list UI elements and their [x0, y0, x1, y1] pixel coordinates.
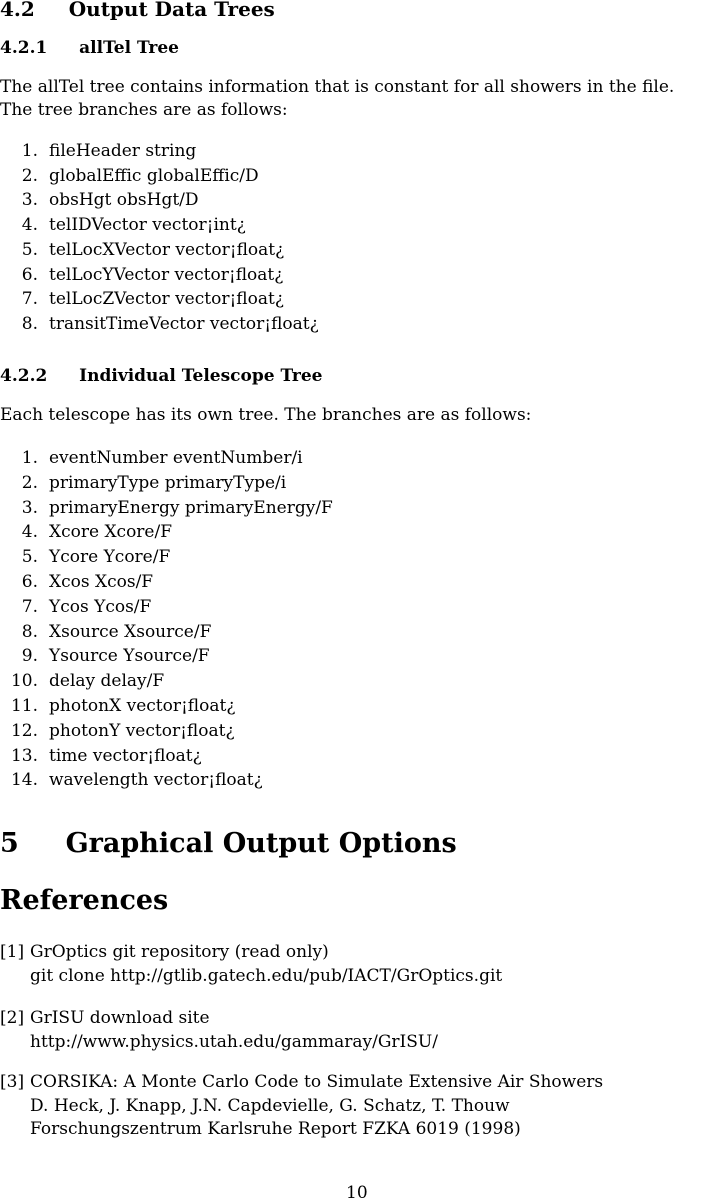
section-title: Output Data Trees — [68, 0, 275, 21]
list-item — [0, 520, 172, 545]
list-item-text: telLocXVector vector¡float¿ — [49, 239, 285, 260]
subsection-number: 4.2.1 — [0, 38, 48, 58]
paragraph-line: The allTel tree contains information that is constant for all showers in the file. — [0, 77, 675, 97]
list-item-text: fileHeader string — [49, 141, 197, 161]
section-title: Graphical Output Options — [65, 828, 457, 859]
subsection-title: allTel Tree — [79, 38, 179, 58]
list-item — [0, 669, 164, 694]
subsection-number: 4.2.2 — [0, 366, 48, 386]
list-item-text: Xcore Xcore/F — [49, 522, 173, 543]
reference-label: [3] — [0, 1072, 25, 1092]
list-item — [0, 287, 284, 312]
reference-entry — [0, 1070, 603, 1095]
list-item-number: 3. — [21, 190, 38, 211]
list-item-number: 4. — [21, 215, 38, 236]
paragraph-line: Each telescope has its own tree. The branches are as follows: — [0, 405, 532, 425]
references-heading: References — [0, 885, 169, 916]
list-item — [0, 238, 284, 263]
list-item — [0, 620, 211, 645]
list-item-text: primaryEnergy primaryEnergy/F — [49, 497, 333, 518]
list-item-text: telIDVector vector¡int¿ — [49, 215, 246, 236]
list-item-number: 13. — [10, 745, 38, 766]
list-item-text: Ysource Ysource/F — [49, 646, 210, 667]
list-item-text: primaryType primaryType/i — [49, 472, 287, 493]
list-item-number: 5. — [21, 547, 38, 568]
list-item-number: 3. — [21, 497, 38, 518]
reference-text: git clone http://gtlib.gatech.edu/pub/IACT/GrOptics.git — [30, 965, 503, 986]
list-item — [0, 719, 235, 744]
reference-entry-line — [0, 1094, 510, 1119]
list-item — [0, 744, 202, 769]
reference-text: D. Heck, J. Knapp, J.N. Capdevielle, G. Schatz, T. Thouw — [30, 1095, 510, 1116]
list-item-text: delay delay/F — [49, 671, 165, 692]
section-heading-4-2 — [0, 0, 275, 21]
reference-entry-line — [0, 964, 502, 989]
subsection-heading-4-2-1 — [0, 38, 179, 58]
list-item-text: Xcos Xcos/F — [49, 572, 154, 592]
list-item-number: 7. — [21, 596, 38, 617]
list-item-number: 6. — [21, 572, 38, 592]
list-item-number: 8. — [21, 621, 38, 642]
list-item-text: obsHgt obsHgt/D — [49, 190, 199, 211]
list-item — [0, 545, 170, 570]
list-item-number: 6. — [21, 264, 38, 285]
list-item — [0, 644, 210, 669]
section-number: 5 — [0, 828, 19, 859]
reference-label: [2] — [0, 1008, 25, 1028]
list-item — [0, 768, 263, 793]
list-item-text: photonX vector¡float¿ — [49, 696, 236, 716]
list-item — [0, 446, 303, 471]
list-item — [0, 570, 153, 595]
reference-entry — [0, 1006, 210, 1031]
list-item-text: telLocZVector vector¡float¿ — [49, 289, 284, 310]
reference-text: GrOptics git repository (read only) — [30, 942, 329, 962]
list-item-number: 9. — [21, 646, 38, 667]
list-item — [0, 213, 246, 238]
reference-text: Forschungszentrum Karlsruhe Report FZKA 6019 (1998) — [30, 1119, 521, 1139]
reference-entry — [0, 940, 329, 965]
list-item — [0, 595, 151, 620]
reference-text: GrISU download site — [30, 1008, 210, 1028]
list-item — [0, 263, 283, 288]
list-item-text: telLocYVector vector¡float¿ — [49, 264, 284, 285]
list-item — [0, 164, 259, 189]
list-item-text: Xsource Xsource/F — [49, 621, 212, 642]
reference-entry-line — [0, 1030, 438, 1055]
list-item-number: 12. — [10, 720, 38, 741]
list-item-text: photonY vector¡float¿ — [49, 720, 235, 741]
list-item-number: 8. — [21, 313, 38, 334]
list-item — [0, 139, 196, 164]
subsection-title: Individual Telescope Tree — [79, 366, 323, 386]
list-item-number: 4. — [21, 522, 38, 543]
page-number: 10 — [346, 1183, 368, 1203]
list-item-number: 2. — [21, 165, 38, 186]
list-item-number: 14. — [10, 770, 38, 791]
paragraph-line: The tree branches are as follows: — [0, 100, 288, 120]
section-heading-5 — [0, 828, 457, 859]
list-item-text: globalEffic globalEffic/D — [49, 165, 259, 186]
list-item-text: Ycore Ycore/F — [49, 547, 171, 568]
list-item-number: 2. — [21, 472, 38, 493]
list-item — [0, 496, 333, 521]
reference-label: [1] — [0, 942, 25, 962]
list-item — [0, 312, 319, 337]
list-item — [0, 471, 286, 496]
list-item-number: 7. — [21, 289, 38, 310]
list-item-text: wavelength vector¡float¿ — [49, 770, 263, 791]
list-item-text: transitTimeVector vector¡float¿ — [49, 313, 319, 334]
list-item-number: 5. — [21, 239, 38, 260]
reference-text: CORSIKA: A Monte Carlo Code to Simulate Extensive Air Showers — [30, 1072, 604, 1092]
reference-text: http://www.physics.utah.edu/gammaray/GrISU/ — [30, 1031, 438, 1052]
list-item-number: 11. — [10, 696, 38, 716]
list-item — [0, 188, 199, 213]
reference-entry-line — [0, 1117, 521, 1142]
list-item-text: eventNumber eventNumber/i — [49, 448, 303, 468]
list-item-text: Ycos Ycos/F — [49, 596, 152, 617]
list-item-number: 1. — [21, 141, 38, 161]
list-item-text: time vector¡float¿ — [49, 745, 202, 766]
list-item-number: 10. — [10, 671, 38, 692]
subsection-heading-4-2-2 — [0, 366, 322, 386]
section-number: 4.2 — [0, 0, 35, 21]
list-item — [0, 694, 235, 719]
list-item-number: 1. — [21, 448, 38, 468]
